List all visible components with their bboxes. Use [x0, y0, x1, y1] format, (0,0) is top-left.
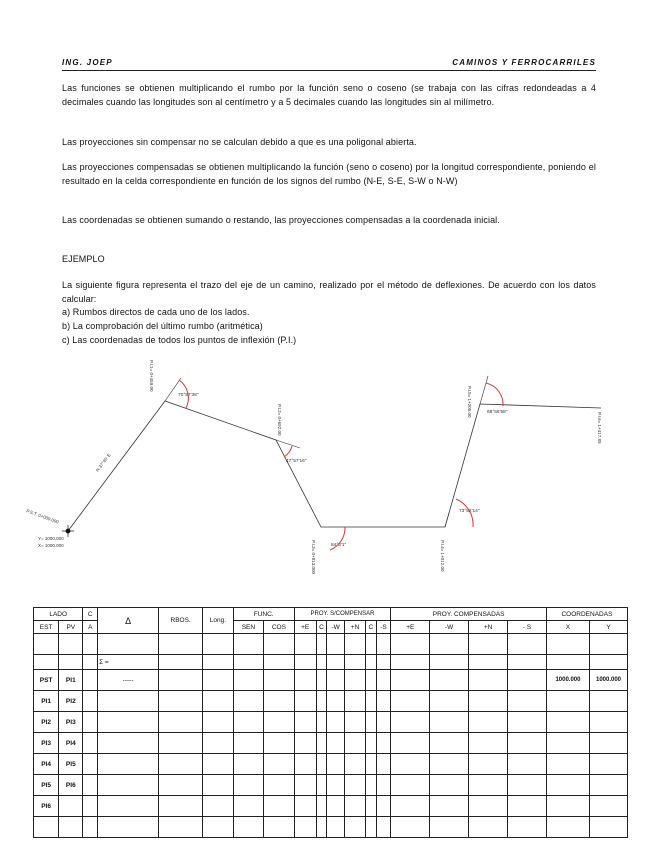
paragraph-coordinates: Las coordenadas se obtienen sumando o restando, las proyecciones compensadas a la coordenada inicial. [62, 215, 500, 225]
angle-pi5: 68°56'58" [487, 410, 508, 415]
start-y: 1000.000 [590, 670, 628, 691]
first-bearing-label: N 37°40' E [94, 452, 112, 473]
table-row: PI6 [34, 796, 628, 817]
example-intro: La siguiente figura representa el trazo del eje de un camino, realizado por el método de deflexiones. De acuerdo con los datos calcular: [62, 280, 596, 304]
col-sen: SEN [233, 621, 263, 634]
col-rumbos: RBOS. [159, 608, 203, 634]
col-proy-comp: PROY. COMPENSADAS [391, 608, 547, 621]
example-heading: EJEMPLO [62, 254, 105, 264]
header-course: CAMINOS Y FERROCARRILES [452, 58, 596, 67]
col-ps-n: +N [345, 621, 366, 634]
table-header-top [34, 608, 628, 621]
delta-sum: Σ = [98, 655, 159, 670]
angle-pi1: 70°57'38" [178, 393, 199, 398]
angle-pi2: 47°57'16" [286, 459, 307, 464]
pi1-label: P.I.1= 0+459.00 [149, 360, 154, 392]
pi6-label: P.I.6= 1+417.89 [597, 412, 602, 444]
col-a: A [83, 621, 98, 634]
col-func: FUNC. [233, 608, 294, 621]
col-x: X [546, 621, 589, 634]
col-coordenadas: COORDENADAS [546, 608, 627, 621]
paragraph-projections-uncompensated: Las proyecciones sin compensar no se calculan debido a que es una poligonal abierta. [62, 137, 417, 147]
pi2-label: P.I.2= 0+692.00 [277, 404, 282, 436]
table-row: PI2 PI3 [34, 712, 628, 733]
pi4-label: P.I.4= 1+012.00 [440, 540, 445, 572]
start-coord-y: Y= 1000.000 [38, 536, 64, 541]
col-y: Y [590, 621, 628, 634]
col-ps-w: -W [327, 621, 345, 634]
delta-dash: ----- [98, 670, 159, 691]
col-long: Long. [203, 608, 233, 634]
col-proy-sin: PROY. S/COMPENSAR [294, 608, 391, 621]
example-item-b: b) La comprobación del último rumbo (aritmética) [62, 321, 263, 331]
angle-pi4: 73°52'14" [459, 509, 480, 514]
table-row: PI4 PI5 [34, 754, 628, 775]
example-item-c: c) Las coordenadas de todos los puntos de inflexión (P.I.) [62, 335, 297, 345]
col-pc-s: - S [508, 621, 547, 634]
page-header [62, 58, 596, 71]
col-lado: LADO [34, 608, 83, 621]
table-row: PI1 PI2 [34, 691, 628, 712]
extension-pi4 [445, 513, 449, 527]
arc-pi5 [486, 383, 503, 406]
calculation-table [33, 607, 628, 838]
table-row: PI5 PI6 [34, 775, 628, 796]
col-ps-s: -S [376, 621, 391, 634]
col-pc-w: -W [430, 621, 469, 634]
col-ps-e: +E [294, 621, 316, 634]
col-est: EST [34, 621, 59, 634]
extension-pi5 [480, 376, 488, 404]
pi5-label: P.I.5= 1+205.00 [467, 386, 472, 418]
start-label: P.S.T. 0+000.000 [25, 508, 60, 525]
arc-pi2 [284, 446, 292, 457]
table-row [34, 817, 628, 838]
pi3-label: P.I.3= 0+813.000 [311, 540, 316, 574]
alignment-diagram [0, 355, 655, 580]
col-pc-e: +E [391, 621, 430, 634]
alignment-line [68, 401, 601, 531]
col-pv: PV [59, 621, 83, 634]
example-item-a: a) Rumbos directos de cada uno de los lados. [62, 307, 250, 317]
col-c: C [83, 608, 98, 621]
col-ps-c2: C [366, 621, 377, 634]
table-row [34, 634, 628, 655]
table-row [34, 655, 628, 670]
header-author: ING. JOEP [62, 58, 113, 67]
paragraph-projections-compensated: Las proyecciones compensadas se obtienen multiplicando la función (seno o coseno) por la longitud correspondiente, poniendo el resultado en la celda correspondiente en función de los signos del rumbo (N-E, S-E, S-W o N-W) [62, 162, 596, 186]
paragraph-functions: Las funciones se obtienen multiplicando el rumbo por la función seno o coseno (se trabaja con las cifras redondeadas a 4 decimales cuando las longitudes son al centímetro y a 5 decimales cuando las longitudes sin al milímetro. [62, 83, 596, 107]
table-row: PST PI1 ----- 1000.000 1000.000 [34, 670, 628, 691]
col-pc-n: +N [469, 621, 508, 634]
start-coord-x: X= 1000.000 [38, 543, 64, 548]
angle-pi3: 84°3'1" [331, 543, 347, 548]
col-cos: COS [264, 621, 294, 634]
start-x: 1000.000 [546, 670, 589, 691]
col-delta: Δ [98, 608, 159, 634]
col-ps-c1: C [316, 621, 327, 634]
table-row: PI3 PI4 [34, 733, 628, 754]
